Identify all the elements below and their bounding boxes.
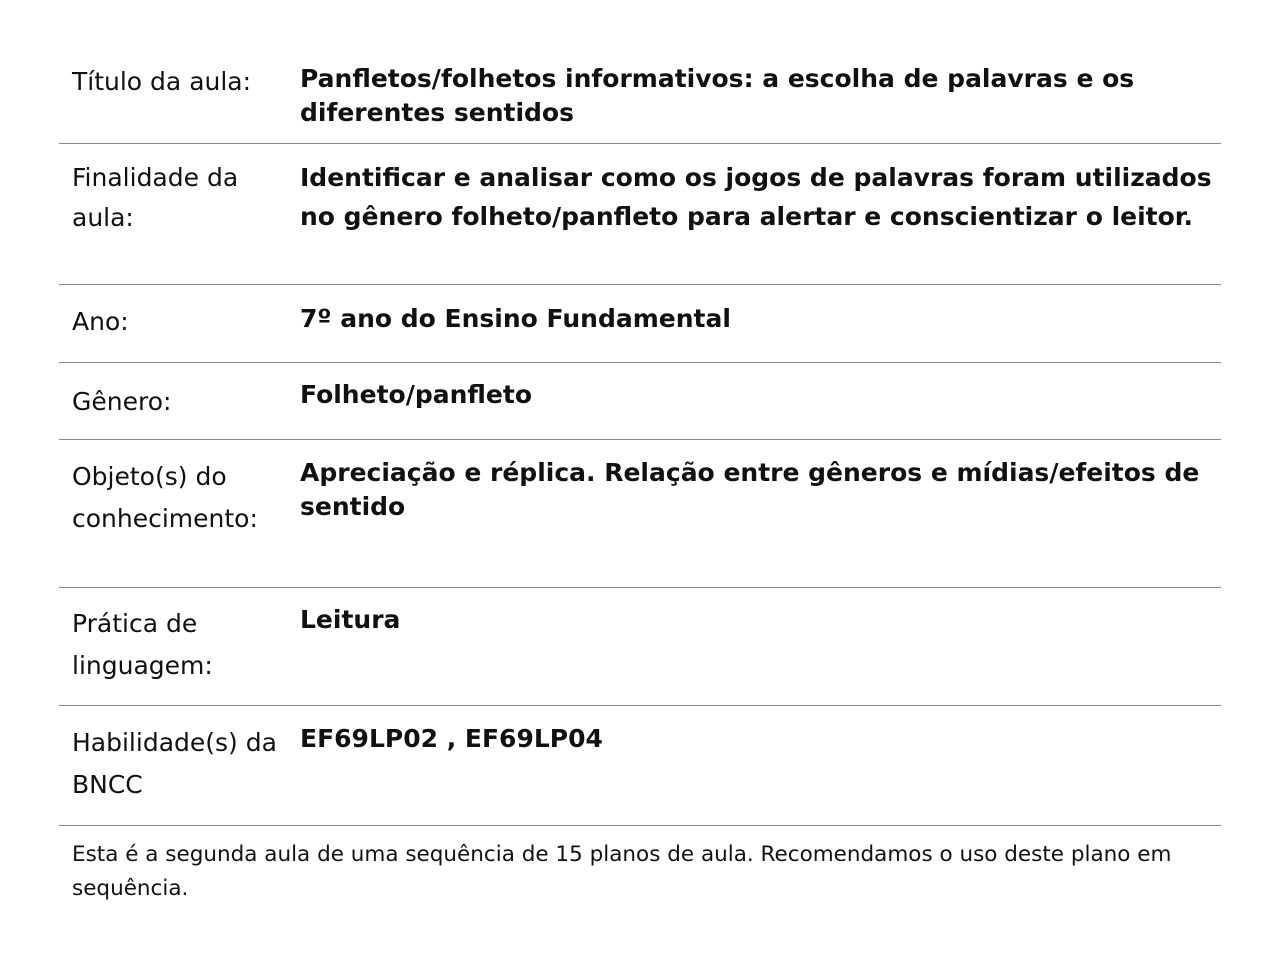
label-ano: Ano: [72, 307, 129, 336]
label-objeto: Objeto(s) do conhecimento: [72, 462, 258, 533]
value-finalidade: Identificar e analisar como os jogos de palavras foram utilizados no gênero folheto/panfleto para alertar e conscientizar o leitor. [300, 163, 1212, 231]
label-titulo: Título da aula: [72, 67, 252, 96]
row-habilidade [59, 706, 1221, 826]
label-finalidade: Finalidade da aula: [72, 163, 239, 232]
row-finalidade [59, 144, 1221, 285]
row-titulo [59, 50, 1221, 144]
value-habilidade: EF69LP02 , EF69LP04 [300, 724, 603, 753]
value-pratica: Leitura [300, 605, 401, 634]
label-pratica: Prática de linguagem: [72, 609, 213, 680]
value-objeto: Apreciação e réplica. Relação entre gêneros e mídias/efeitos de sentido [300, 458, 1200, 521]
value-titulo: Panfletos/folhetos informativos: a escolha de palavras e os diferentes sentidos [300, 64, 1135, 127]
row-genero [59, 363, 1221, 440]
sequence-note: Esta é a segunda aula de uma sequência de 15 planos de aula. Recomendamos o uso deste plano em sequência. [72, 842, 1172, 901]
value-genero: Folheto/panfleto [300, 380, 532, 409]
value-ano: 7º ano do Ensino Fundamental [300, 304, 731, 333]
row-pratica [59, 588, 1221, 706]
label-genero: Gênero: [72, 387, 172, 416]
row-ano [59, 285, 1221, 363]
row-objeto [59, 440, 1221, 588]
label-habilidade: Habilidade(s) da BNCC [72, 728, 277, 799]
lesson-plan-table [59, 50, 1221, 906]
